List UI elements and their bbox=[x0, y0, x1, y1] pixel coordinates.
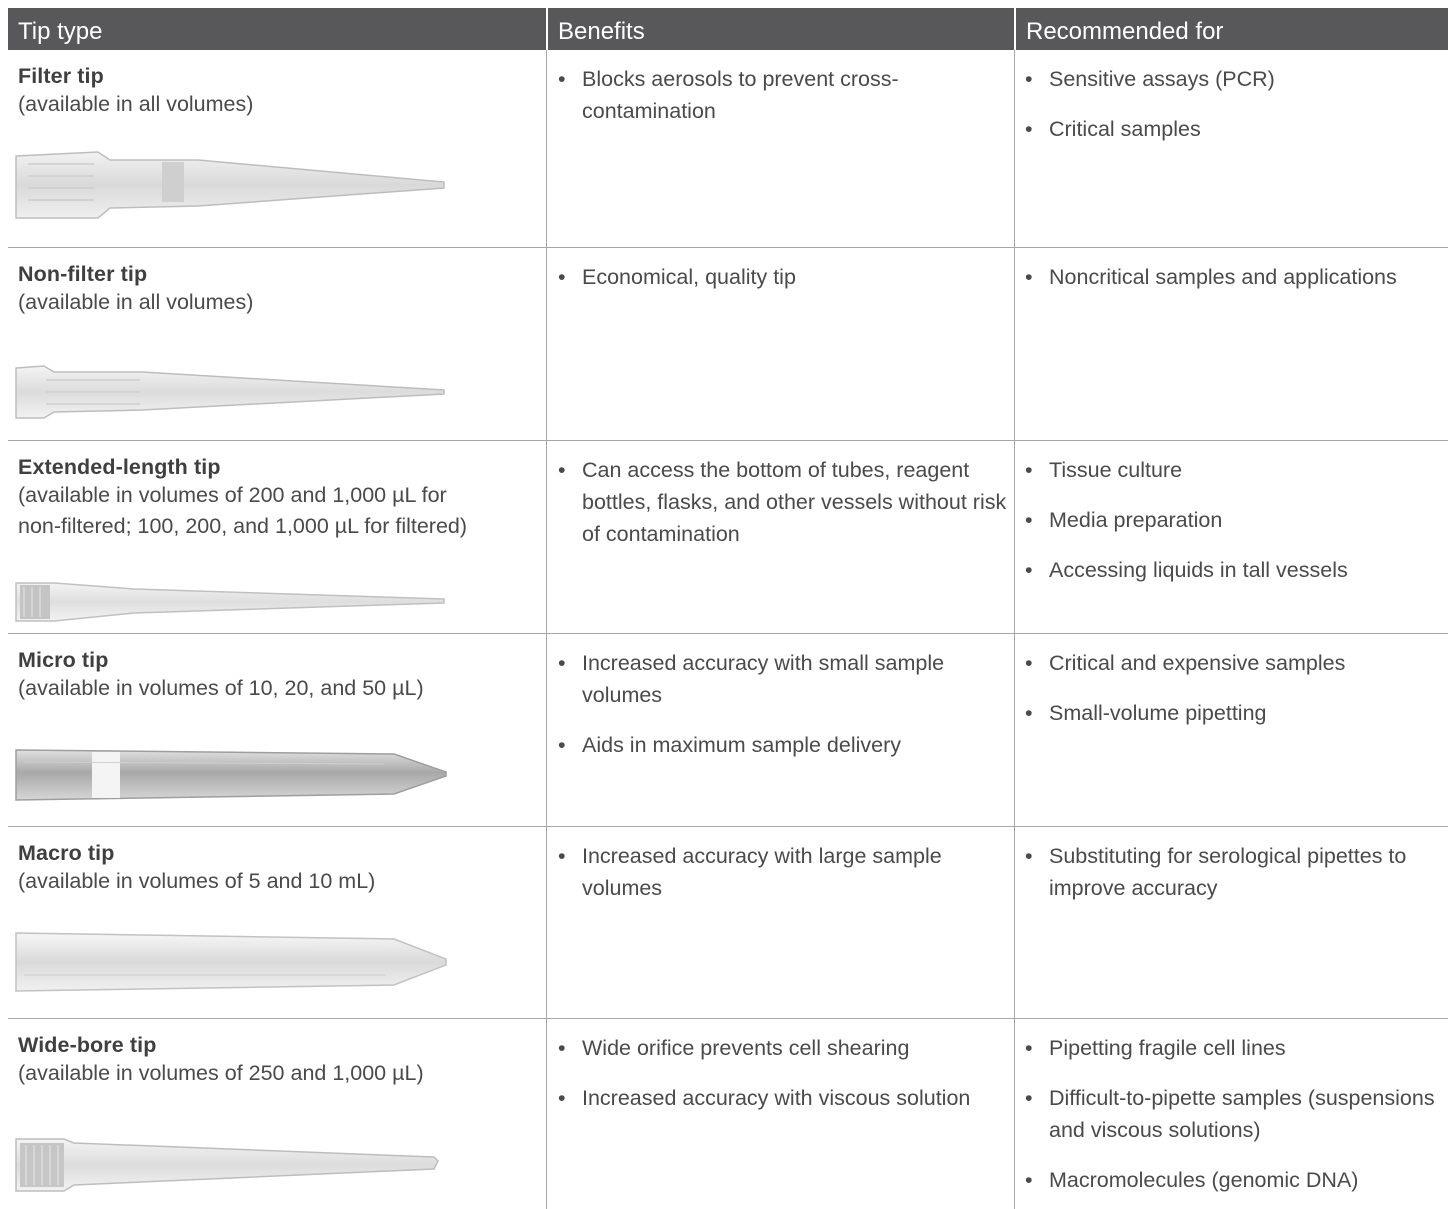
header-recommended-for: Recommended for bbox=[1014, 8, 1448, 50]
macro-tip-image bbox=[14, 925, 454, 999]
tip-type-cell bbox=[8, 1019, 546, 1209]
tip-availability: (available in all volumes) bbox=[18, 92, 254, 116]
non-filter-tip-image bbox=[14, 362, 454, 422]
benefit-item: • Wide orifice prevents cell shearing bbox=[558, 1032, 1014, 1064]
tip-name: Filter tip bbox=[18, 64, 104, 88]
tip-name: Non-filter tip bbox=[18, 262, 148, 286]
tip-type-cell bbox=[8, 248, 546, 440]
table-row bbox=[8, 634, 1448, 827]
tip-type-cell bbox=[8, 441, 546, 633]
table-row bbox=[8, 441, 1448, 634]
benefit-item: • Aids in maximum sample delivery bbox=[558, 729, 1014, 761]
filter-tip-image bbox=[14, 144, 454, 228]
recommended-item: • Media preparation bbox=[1025, 504, 1448, 536]
recommended-item: • Critical and expensive samples bbox=[1025, 647, 1448, 679]
tip-type-cell bbox=[8, 634, 546, 826]
extended-length-tip-image bbox=[14, 579, 454, 625]
benefits-cell bbox=[546, 441, 1014, 633]
tip-name: Wide-bore tip bbox=[18, 1033, 157, 1057]
recommended-item: • Substituting for serological pipettes to improve accuracy bbox=[1025, 840, 1448, 904]
recommended-cell bbox=[1014, 827, 1448, 1018]
benefit-item: • Economical, quality tip bbox=[558, 261, 1014, 293]
tip-availability: (available in volumes of 200 and 1,000 µL for bbox=[18, 483, 447, 507]
tip-name: Extended-length tip bbox=[18, 455, 221, 479]
recommended-item: • Critical samples bbox=[1025, 113, 1448, 145]
recommended-cell bbox=[1014, 441, 1448, 633]
table-header bbox=[8, 8, 1448, 50]
recommended-cell bbox=[1014, 634, 1448, 826]
tip-availability: (available in all volumes) bbox=[18, 290, 254, 314]
benefit-item: • Increased accuracy with viscous solution bbox=[558, 1082, 1014, 1114]
recommended-item: • Accessing liquids in tall vessels bbox=[1025, 554, 1448, 586]
micro-tip-image bbox=[14, 742, 454, 808]
tip-type-cell bbox=[8, 50, 546, 247]
benefits-cell bbox=[546, 50, 1014, 247]
header-benefits: Benefits bbox=[546, 8, 1014, 50]
recommended-item: • Noncritical samples and applications bbox=[1025, 261, 1448, 293]
recommended-item: • Small-volume pipetting bbox=[1025, 697, 1448, 729]
recommended-item: • Difficult-to-pipette samples (suspensions and viscous solutions) bbox=[1025, 1082, 1448, 1146]
table-row bbox=[8, 248, 1448, 441]
benefits-cell bbox=[546, 1019, 1014, 1209]
benefits-cell bbox=[546, 634, 1014, 826]
benefits-cell bbox=[546, 827, 1014, 1018]
tip-name: Micro tip bbox=[18, 648, 109, 672]
tip-availability: (available in volumes of 5 and 10 mL) bbox=[18, 869, 376, 893]
benefits-cell bbox=[546, 248, 1014, 440]
benefit-item: • Blocks aerosols to prevent cross-contamination bbox=[558, 63, 1014, 127]
header-tip-type: Tip type bbox=[18, 18, 103, 45]
tip-availability: (available in volumes of 250 and 1,000 µL) bbox=[18, 1061, 424, 1085]
recommended-item: • Macromolecules (genomic DNA) bbox=[1025, 1164, 1448, 1196]
recommended-item: • Pipetting fragile cell lines bbox=[1025, 1032, 1448, 1064]
benefit-item: • Can access the bottom of tubes, reagent bottles, flasks, and other vessels without risk of contamination bbox=[558, 454, 1014, 550]
tip-type-table bbox=[8, 8, 1448, 1209]
recommended-cell bbox=[1014, 50, 1448, 247]
recommended-item: • Tissue culture bbox=[1025, 454, 1448, 486]
tip-availability: (available in volumes of 10, 20, and 50 µL) bbox=[18, 676, 424, 700]
benefit-item: • Increased accuracy with small sample volumes bbox=[558, 647, 1014, 711]
tip-type-cell bbox=[8, 827, 546, 1018]
table-row bbox=[8, 827, 1448, 1019]
tip-availability: non-filtered; 100, 200, and 1,000 µL for filtered) bbox=[18, 514, 468, 538]
recommended-item: • Sensitive assays (PCR) bbox=[1025, 63, 1448, 95]
recommended-cell bbox=[1014, 248, 1448, 440]
recommended-cell bbox=[1014, 1019, 1448, 1209]
wide-bore-tip-image bbox=[14, 1135, 454, 1195]
table-row bbox=[8, 1019, 1448, 1209]
table-row bbox=[8, 50, 1448, 248]
benefit-item: • Increased accuracy with large sample volumes bbox=[558, 840, 1014, 904]
tip-name: Macro tip bbox=[18, 841, 115, 865]
